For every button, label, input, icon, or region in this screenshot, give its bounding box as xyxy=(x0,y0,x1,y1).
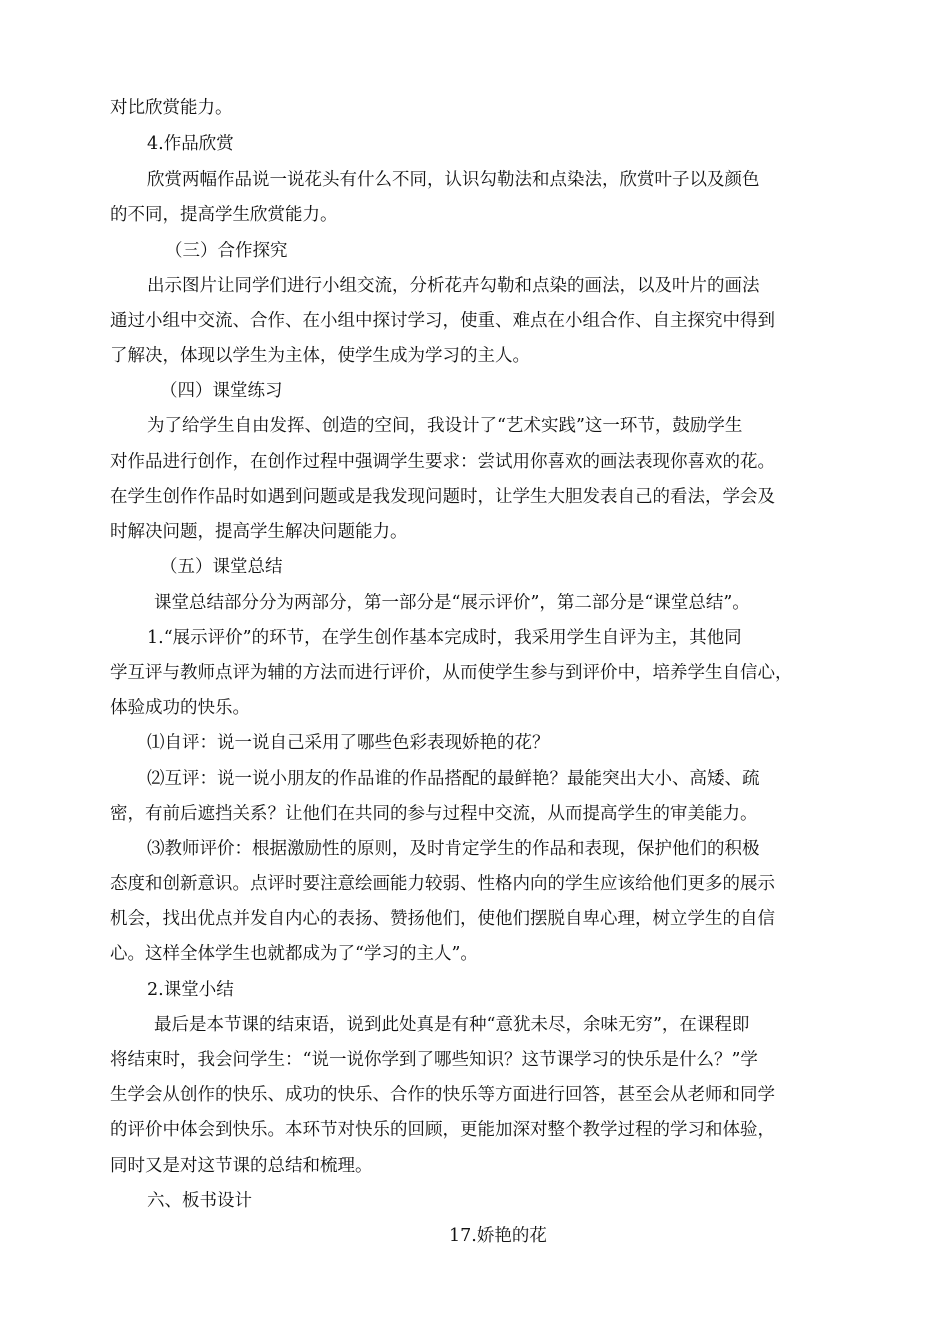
paragraph-line: 将结束时，我会问学生：“说一说你学到了哪些知识？这节课学习的快乐是什么？”学 xyxy=(110,1050,758,1070)
paragraph-line: 的评价中体会到快乐。本环节对快乐的回顾，更能加深对整个教学过程的学习和体验， xyxy=(110,1120,775,1140)
list-item: ⑴自评：说一说自己采用了哪些色彩表现娇艳的花？ xyxy=(147,733,550,753)
paragraph-line: 对作品进行创作，在创作过程中强调学生要求：尝试用你喜欢的画法表现你喜欢的花。 xyxy=(110,452,775,472)
paragraph-line: 课堂总结部分分为两部分，第一部分是“展示评价”，第二部分是“课堂总结”。 xyxy=(154,593,750,613)
paragraph-line: 态度和创新意识。点评时要注意绘画能力较弱、性格内向的学生应该给他们更多的展示 xyxy=(110,874,775,894)
paragraph-line: 通过小组中交流、合作、在小组中探讨学习，使重、难点在小组合作、自主探究中得到 xyxy=(110,311,775,331)
paragraph-line: 欣赏两幅作品说一说花头有什么不同，认识勾勒法和点染法，欣赏叶子以及颜色 xyxy=(147,170,760,190)
paragraph-line: 生学会从创作的快乐、成功的快乐、合作的快乐等方面进行回答，甚至会从老师和同学 xyxy=(110,1085,775,1105)
paragraph-line: 体验成功的快乐。 xyxy=(110,698,250,718)
section-heading: 六、板书设计 xyxy=(147,1191,252,1211)
paragraph-line: 为了给学生自由发挥、创造的空间，我设计了“艺术实践”这一环节，鼓励学生 xyxy=(147,416,743,436)
paragraph-line: 对比欣赏能力。 xyxy=(110,98,233,118)
paragraph-line: 出示图片让同学们进行小组交流，分析花卉勾勒和点染的画法，以及叶片的画法 xyxy=(147,276,760,296)
paragraph-line: 在学生创作作品时如遇到问题或是我发现问题时，让学生大胆发表自己的看法，学会及 xyxy=(110,487,775,507)
paragraph-line: 密，有前后遮挡关系？让他们在共同的参与过程中交流，从而提高学生的审美能力。 xyxy=(110,804,758,824)
paragraph-line: 同时又是对这节课的总结和梳理。 xyxy=(110,1156,373,1176)
list-item: ⑶教师评价：根据激励性的原则，及时肯定学生的作品和表现，保护他们的积极 xyxy=(147,839,760,859)
list-item: ⑵互评：说一说小朋友的作品谁的作品搭配的最鲜艳？最能突出大小、高矮、疏 xyxy=(147,769,760,789)
section-heading: （三）合作探究 xyxy=(165,241,288,261)
section-heading: 2.课堂小结 xyxy=(147,980,234,1000)
section-heading: （五）课堂总结 xyxy=(160,557,283,577)
board-title: 17.娇艳的花 xyxy=(449,1226,547,1246)
paragraph-line: 最后是本节课的结束语，说到此处真是有种“意犹未尽，余味无穷”，在课程即 xyxy=(154,1015,750,1035)
paragraph-line: 心。这样全体学生也就都成为了“学习的主人”。 xyxy=(110,944,478,964)
paragraph-line: 学互评与教师点评为辅的方法而进行评价，从而使学生参与到评价中，培养学生自信心， xyxy=(110,663,793,683)
section-heading: （四）课堂练习 xyxy=(160,381,283,401)
paragraph-line: 机会，找出优点并发自内心的表扬、赞扬他们，使他们摆脱自卑心理，树立学生的自信 xyxy=(110,909,775,929)
section-heading: 4.作品欣赏 xyxy=(147,134,234,154)
paragraph-line: 1.“展示评价”的环节，在学生创作基本完成时，我采用学生自评为主，其他同 xyxy=(147,628,742,648)
paragraph-line: 的不同，提高学生欣赏能力。 xyxy=(110,205,338,225)
paragraph-line: 了解决，体现以学生为主体，使学生成为学习的主人。 xyxy=(110,346,530,366)
paragraph-line: 时解决问题，提高学生解决问题能力。 xyxy=(110,522,408,542)
